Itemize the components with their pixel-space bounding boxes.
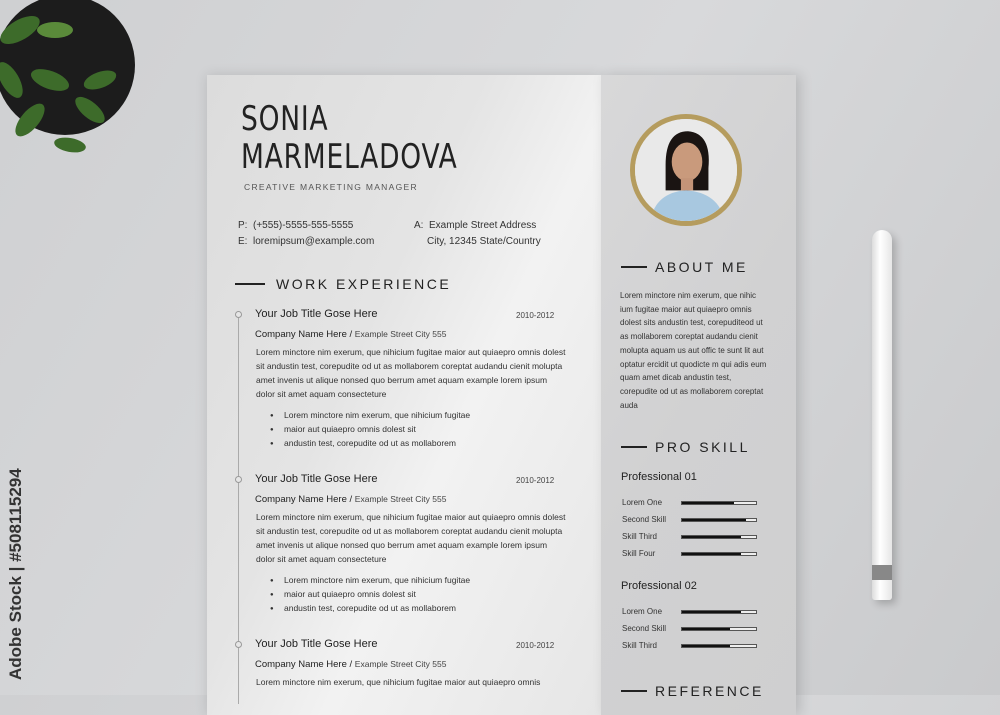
skill-bar [681,627,757,631]
stylus-pen-image [872,230,892,600]
job-date: 2010-2012 [516,311,555,320]
job-title: Your Job Title Gose Here [255,473,378,485]
divider [621,266,647,268]
skill-name: Skill Third [622,641,657,650]
address-line-2: City, 12345 State/Country [427,236,541,247]
skill-bar [681,501,757,505]
timeline-dot [235,641,242,648]
skill-bar-fill [682,645,730,647]
skill-name: Skill Four [622,549,656,558]
bullet-item: ● andustin test, corepudite od ut as mollaborem [284,436,470,450]
about-me-text: Lorem minctore nim exerum, que nihic ium fugitae maior aut quiaepro omnis dolest sits andustin test, corepuditeod ut as mollaborem coreptat audandu cienit molupta aquam us aut offic te sunt lit aut optatur ercidit ut quodicte m qui adis eum quam amet dicab andustin test, corepudite od ut as mollaborem coreptat auda [620,291,767,410]
last-name: MARMELADOVA [241,137,458,177]
job-company: Company Name Here / Example Street City 555 [255,659,447,670]
divider [621,446,647,448]
skill-bar-fill [682,502,734,504]
email: E: loremipsum@example.com [238,236,375,247]
job-title: Your Job Title Gose Here [255,638,378,650]
bullet-item: ● Lorem minctore nim exerum, que nihicium fugitae [284,573,470,587]
skill-bar-fill [682,611,741,613]
divider [235,283,265,285]
job-company: Company Name Here / Example Street City 555 [255,494,447,505]
skill-bar-fill [682,519,746,521]
job-title: Your Job Title Gose Here [255,308,378,320]
bullet-item: ● Lorem minctore nim exerum, que nihicium fugitae [284,408,470,422]
skill-bar [681,518,757,522]
skill-bar [681,610,757,614]
bullet-item: ● andustin test, corepudite od ut as mollaborem [284,601,470,615]
skill-name: Lorem One [622,498,663,507]
pro-skill-heading: PRO SKILL [655,439,750,455]
profile-photo [630,114,742,226]
job-bullets [284,408,470,450]
job-date: 2010-2012 [516,641,555,650]
bullet-item: ● maior aut quiaepro omnis dolest sit [284,587,470,601]
phone: P: (+555)-5555-555-5555 [238,220,354,231]
job-company: Company Name Here / Example Street City 555 [255,329,447,340]
job-description: Lorem minctore nim exerum, que nihicium fugitae maior aut quiaepro omnis dolest sit andustin test, corepudite od ut as mollaborem coreptat audandu cienit molupta amet invenis ut alique nonsed quo berrum amet aquam example lorem ipsum dolor sit amet aquam consecteture [256,512,566,564]
stylus-band [872,565,892,580]
first-name: SONIA [241,99,329,139]
skill-bar [681,644,757,648]
job-bullets [284,573,470,615]
timeline-dot [235,476,242,483]
reference-heading: REFERENCE [655,683,764,699]
timeline-dot [235,311,242,318]
skill-group-title: Professional 02 [621,580,697,592]
job-description: Lorem minctore nim exerum, que nihicium fugitae maior aut quiaepro omnis dolest sit andustin test, corepudite od ut as mollaborem coreptat audandu cienit molupta amet invenis ut alique nonsed quo berrum amet aquam example lorem ipsum dolor sit amet aquam consecteture [256,347,566,399]
skill-name: Second Skill [622,515,667,524]
skill-bar-fill [682,628,730,630]
job-description: Lorem minctore nim exerum, que nihicium fugitae maior aut quiaepro omnis [256,677,541,687]
about-me-heading: ABOUT ME [655,259,748,275]
skill-name: Lorem One [622,607,663,616]
skill-name: Skill Third [622,532,657,541]
address: A: Example Street Address [414,220,537,231]
work-experience-heading: WORK EXPERIENCE [276,276,452,292]
watermark-text: Adobe Stock | #508115294 [6,468,25,680]
bullet-item: ● maior aut quiaepro omnis dolest sit [284,422,470,436]
resume-role: CREATIVE MARKETING MANAGER [244,182,418,192]
skill-bar [681,535,757,539]
resume-name [241,100,458,176]
job-date: 2010-2012 [516,476,555,485]
skill-name: Second Skill [622,624,667,633]
skill-bar-fill [682,536,741,538]
divider [621,690,647,692]
skill-bar [681,552,757,556]
skill-bar-fill [682,553,741,555]
skill-group-title: Professional 01 [621,471,697,483]
potted-plant-image [0,0,135,195]
